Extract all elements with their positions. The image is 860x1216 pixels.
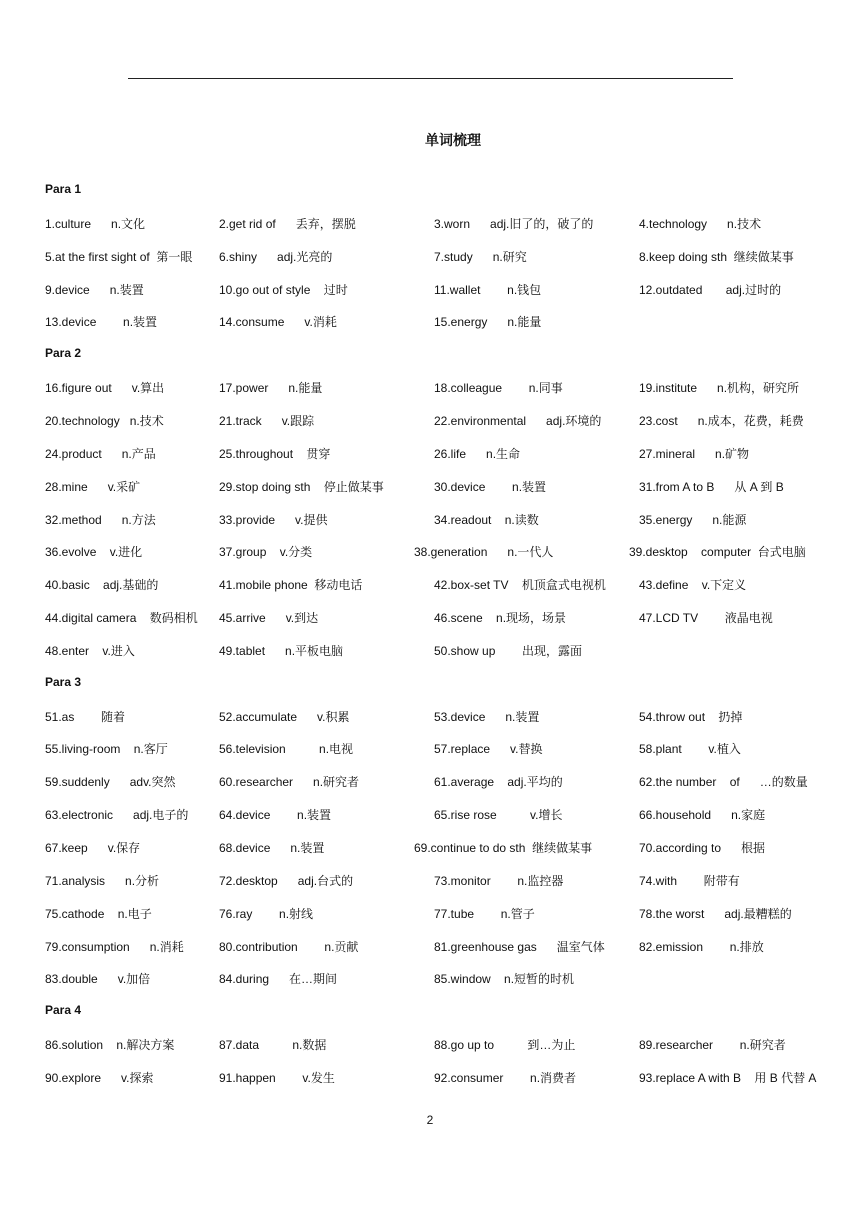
vocab-entry: 79.consumption n.消耗 (45, 939, 184, 954)
vocab-entry: 37.group v.分类 (219, 545, 313, 560)
vocab-entry: 17.power n.能量 (219, 381, 323, 396)
vocab-entry: 24.product n.产品 (45, 446, 156, 461)
vocab-entry: 80.contribution n.贡献 (219, 939, 359, 954)
section-heading: Para 4 (45, 1003, 82, 1018)
vocab-entry: 87.data n.数据 (219, 1038, 327, 1053)
vocab-entry: 92.consumer n.消费者 (434, 1070, 577, 1085)
vocab-entry: 90.explore v.探索 (45, 1070, 154, 1085)
vocab-entry: 43.define v.下定义 (639, 578, 747, 593)
vocab-entry: 69.continue to do sth 继续做某事 (414, 841, 593, 855)
vocab-entry: 6.shiny adj.光亮的 (219, 249, 333, 264)
vocab-entry: 13.device n.装置 (45, 315, 158, 330)
vocab-entry: 5.at the first sight of 第一眼 (45, 249, 193, 264)
vocab-entry: 76.ray n.射线 (219, 906, 314, 921)
vocab-entry: 61.average adj.平均的 (434, 775, 563, 790)
vocab-entry: 20.technology n.技术 (45, 413, 164, 428)
vocab-row (0, 313, 860, 333)
vocab-entry: 54.throw out 扔掉 (639, 709, 743, 724)
vocab-row (0, 642, 860, 662)
page-number: 2 (426, 1113, 434, 1127)
vocab-entry: 83.double v.加倍 (45, 972, 151, 987)
vocab-entry: 29.stop doing sth 停止做某事 (219, 479, 384, 494)
vocab-row (0, 1036, 860, 1056)
vocab-entry: 12.outdated adj.过时的 (639, 282, 782, 297)
section-heading: Para 1 (45, 182, 82, 196)
vocab-entry: 38.generation n.一代人 (414, 545, 554, 560)
vocab-entry: 78.the worst adj.最糟糕的 (639, 906, 792, 921)
vocab-entry: 86.solution n.解决方案 (45, 1038, 175, 1053)
vocab-entry: 46.scene n.现场，场景 (434, 611, 567, 626)
vocab-entry: 42.box-set TV 机顶盒式电视机 (434, 578, 606, 593)
vocab-entry: 74.with 附带有 (639, 873, 740, 888)
vocab-entry: 32.method n.方法 (45, 512, 156, 527)
vocab-entry: 50.show up 出现，露面 (434, 643, 583, 658)
vocab-row (0, 576, 860, 596)
vocab-entry: 25.throughout 贯穿 (219, 446, 331, 461)
vocab-entry: 93.replace A with B 用 B 代替 A (639, 1070, 817, 1085)
vocab-entry: 9.device n.装置 (45, 282, 144, 297)
vocab-entry: 58.plant v.植入 (639, 742, 741, 757)
vocab-entry: 62.the number of …的数量 (639, 775, 808, 790)
vocab-entry: 14.consume v.消耗 (219, 315, 337, 330)
vocab-row (0, 872, 860, 892)
vocab-row (0, 905, 860, 925)
vocab-entry: 63.electronic adj.电子的 (45, 808, 189, 823)
vocab-row (0, 215, 860, 235)
vocab-entry: 10.go out of style 过时 (219, 282, 348, 297)
vocab-entry: 65.rise rose v.增长 (434, 808, 563, 823)
vocab-entry: 73.monitor n.监控器 (434, 873, 564, 888)
vocab-entry: 88.go up to 到…为止 (434, 1038, 576, 1053)
vocab-entry: 16.figure out v.算出 (45, 381, 165, 396)
vocab-entry: 71.analysis n.分析 (45, 873, 160, 888)
vocab-entry: 91.happen v.发生 (219, 1070, 335, 1085)
header-rule (128, 78, 733, 79)
vocab-entry: 2.get rid of 丢弃，摆脱 (219, 216, 356, 231)
vocab-entry: 85.window n.短暂的时机 (434, 972, 575, 987)
vocab-entry: 30.device n.装置 (434, 479, 547, 494)
vocab-entry: 75.cathode n.电子 (45, 906, 152, 921)
vocab-entry: 26.life n.生命 (434, 446, 521, 461)
vocab-entry: 52.accumulate v.积累 (219, 709, 350, 724)
vocab-entry: 33.provide v.提供 (219, 512, 328, 527)
vocab-entry: 31.from A to B 从 A 到 B (639, 479, 784, 494)
vocab-entry: 18.colleague n.同事 (434, 381, 563, 396)
vocab-entry: 36.evolve v.进化 (45, 545, 143, 560)
vocab-entry: 82.emission n.排放 (639, 939, 764, 954)
vocab-entry: 84.during 在…期间 (219, 972, 338, 987)
vocab-entry: 40.basic adj.基础的 (45, 578, 159, 593)
vocab-row (0, 740, 860, 760)
vocab-entry: 19.institute n.机构，研究所 (639, 381, 800, 396)
vocab-entry: 56.television n.电视 (219, 742, 354, 757)
vocab-entry: 44.digital camera 数码相机 (45, 611, 198, 626)
vocab-entry: 27.mineral n.矿物 (639, 446, 750, 461)
vocab-row (0, 839, 860, 859)
vocab-entry: 21.track v.跟踪 (219, 413, 315, 428)
page-title: 单词梳理 (425, 132, 481, 148)
vocab-entry: 49.tablet n.平板电脑 (219, 643, 344, 658)
vocab-entry: 81.greenhouse gas 温室气体 (434, 939, 605, 954)
vocab-entry: 28.mine v.采矿 (45, 479, 141, 494)
vocab-entry: 67.keep v.保存 (45, 841, 141, 855)
vocab-row (0, 938, 860, 958)
section-heading: Para 2 (45, 346, 82, 361)
vocab-row (0, 970, 860, 990)
vocab-entry: 23.cost n.成本，花费，耗费 (639, 413, 804, 428)
vocab-row (0, 248, 860, 268)
vocab-entry: 70.according to 根据 (639, 841, 766, 855)
vocab-row (0, 1069, 860, 1089)
vocab-entry: 45.arrive v.到达 (219, 611, 319, 626)
vocab-entry: 22.environmental adj.环境的 (434, 413, 602, 428)
vocab-entry: 72.desktop adj.台式的 (219, 873, 354, 888)
vocab-entry: 47.LCD TV 液晶电视 (639, 611, 773, 626)
vocab-row (0, 281, 860, 301)
vocab-row (0, 609, 860, 629)
vocab-entry: 4.technology n.技术 (639, 216, 762, 231)
vocab-row (0, 543, 860, 563)
vocab-entry: 51.as 随着 (45, 709, 126, 724)
vocab-entry: 89.researcher n.研究者 (639, 1038, 786, 1053)
vocab-entry: 7.study n.研究 (434, 249, 527, 264)
vocab-entry: 11.wallet n.钱包 (434, 282, 542, 297)
vocab-row (0, 412, 860, 432)
vocab-entry: 55.living-room n.客厅 (45, 742, 168, 757)
vocab-entry: 64.device n.装置 (219, 808, 332, 823)
vocab-entry: 53.device n.装置 (434, 709, 540, 724)
vocab-entry: 59.suddenly adv.突然 (45, 775, 176, 790)
vocab-entry: 39.desktop computer 台式电脑 (629, 545, 806, 560)
vocab-entry: 66.household n.家庭 (639, 808, 766, 823)
vocab-entry: 34.readout n.读数 (434, 512, 539, 527)
vocab-entry: 3.worn adj.旧了的，破了的 (434, 216, 594, 231)
vocab-row (0, 379, 860, 399)
vocab-row (0, 445, 860, 465)
vocab-entry: 15.energy n.能量 (434, 315, 542, 330)
vocab-entry: 77.tube n.管子 (434, 906, 535, 921)
vocab-row (0, 806, 860, 826)
vocab-entry: 68.device n.装置 (219, 841, 325, 855)
vocab-entry: 41.mobile phone 移动电话 (219, 578, 363, 593)
vocab-row (0, 511, 860, 531)
vocab-entry: 57.replace v.替换 (434, 742, 543, 757)
vocab-entry: 60.researcher n.研究者 (219, 775, 360, 790)
vocab-entry: 1.culture n.文化 (45, 216, 146, 231)
vocab-row (0, 773, 860, 793)
vocab-row (0, 478, 860, 498)
vocab-entry: 8.keep doing sth 继续做某事 (639, 249, 794, 264)
vocab-entry: 48.enter v.进入 (45, 643, 135, 658)
vocab-row (0, 708, 860, 728)
section-heading: Para 3 (45, 674, 82, 689)
vocab-entry: 35.energy n.能源 (639, 512, 747, 527)
